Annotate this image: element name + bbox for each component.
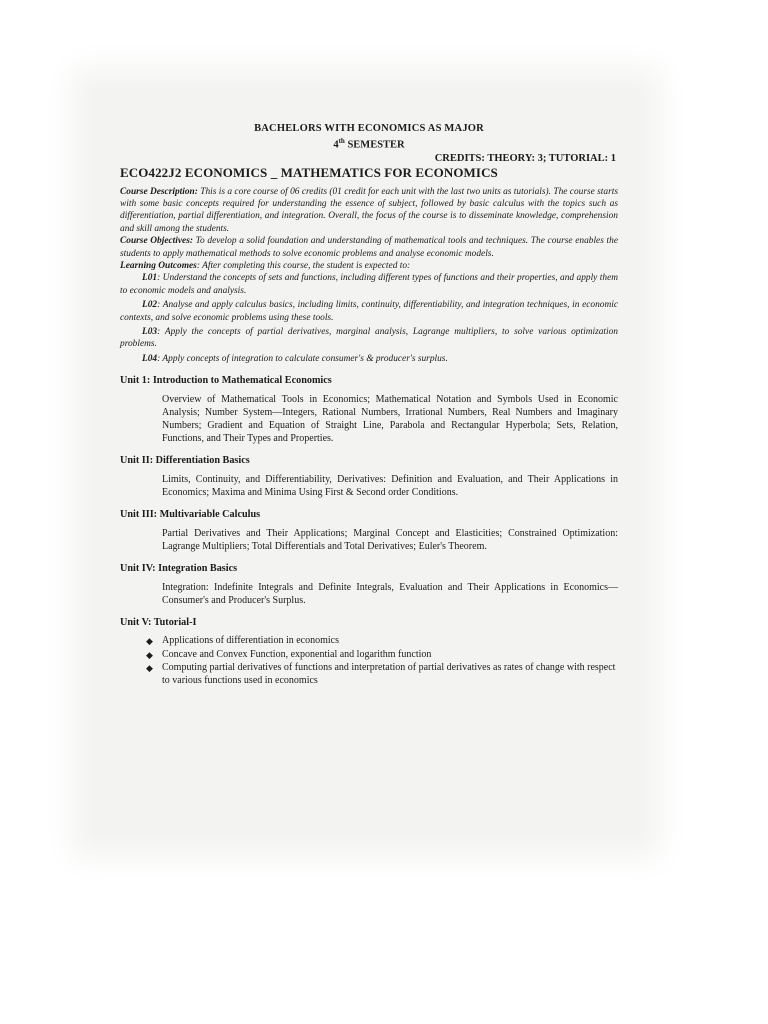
list-item [146,649,618,662]
course-description-label: Course Description: [120,186,198,197]
unit-2-body: Limits, Continuity, and Differentiability, Derivatives: Definition and Evaluation, and Their Applications in Economics; Maxima and Minima Using First & Second order Conditions. [162,474,618,499]
unit-1-title: Unit 1: Introduction to Mathematical Economics [120,375,332,387]
learning-outcomes-intro: : After completing this course, the student is expected to: [196,260,411,271]
outcome-text: : Apply concepts of integration to calculate consumer's & producer's surplus. [157,353,448,364]
course-code-title: ECO422J2 ECONOMICS _ MATHEMATICS FOR ECONOMICS [120,164,498,180]
learning-outcome-item [120,326,618,351]
outcome-tag: L01 [142,273,158,284]
learning-outcomes [120,260,618,272]
semester-word: SEMESTER [344,139,405,151]
learning-outcomes-label: Learning Outcomes [120,260,197,271]
outcome-text: : Analyse and apply calculus basics, including limits, continuity, differentiability, and integration techniques, in economic contexts, and solve economic problems using these tools. [120,300,618,323]
semester-number: 4 [333,139,339,151]
unit-4-title: Unit IV: Integration Basics [120,563,238,575]
outcome-text: : Apply the concepts of partial derivatives, marginal analysis, Lagrange multipliers, to solve various optimization problems. [120,326,618,350]
learning-outcome-item [120,299,618,324]
unit-3-title: Unit III: Multivariable Calculus [120,509,261,521]
list-item-text: Concave and Convex Function, exponential and logarithm function [162,648,432,660]
outcome-text: : Understand the concepts of sets and functions, including different types of functions and their properties, and apply them to economic models and analysis. [120,273,618,296]
outcome-tag: L02 [142,300,158,311]
unit-3-body: Partial Derivatives and Their Applications; Marginal Concept and Elasticities; Constrained Optimization: Lagrange Multipliers; Total Differentials and Total Derivatives; Euler's Theorem. [162,528,618,553]
credits-line: CREDITS: THEORY: 3; TUTORIAL: 1 [434,152,616,164]
syllabus-content [120,122,618,689]
diamond-bullet-icon: ◆ [146,649,153,660]
course-objectives-text: To develop a solid foundation and understanding of mathematical tools and techniques. The course enables the students to apply mathematical methods to solve economic problems and analyse economic models. [120,236,618,259]
unit-4-body: Integration: Indefinite Integrals and Definite Integrals, Evaluation and Their Applications in Economics—Consumer's and Producer's Surplus. [162,582,618,607]
course-description-text: This is a core course of 06 credits (01 credit for each unit with the last two units as tutorials). The course starts with some basic concepts required for understanding the essence of subject, followed by basic calculus with the topics such as differentiation, partial differentiation, and integration. Overall, the focus of the course is to disseminate knowledge, comprehension and skill among the students. [120,186,618,234]
unit-5-title: Unit V: Tutorial-I [120,617,197,629]
outcome-tag: L03 [142,326,158,337]
course-objectives [120,235,618,260]
unit-1-body: Overview of Mathematical Tools in Economics; Mathematical Notation and Symbols Used in Economic Analysis; Number System—Integers, Rational Numbers, Irrational Numbers, Real Numbers and Imaginary Numbers; Gradient and Equation of Straight Line, Parabola and Rectangular Hyperbola; Sets, Relation, Functions, and Their Types and Properties. [162,394,618,445]
unit-5-list [120,635,618,687]
course-objectives-label: Course Objectives: [120,236,193,247]
learning-outcome-item [120,353,618,365]
list-item [146,635,618,648]
diamond-bullet-icon: ◆ [146,663,153,674]
program-title: BACHELORS WITH ECONOMICS AS MAJOR [254,123,484,134]
diamond-bullet-icon: ◆ [146,636,153,647]
course-description [120,186,618,236]
list-item-text: Computing partial derivatives of functions and interpretation of partial derivatives as rates of change with respect to various functions used in economics [162,662,616,686]
semester-heading [120,135,618,152]
list-item-text: Applications of differentiation in economics [162,635,339,647]
list-item [146,662,618,687]
learning-outcome-item [120,272,618,297]
unit-2-title: Unit II: Differentiation Basics [120,455,250,467]
outcome-tag: L04 [142,353,158,364]
semester-suffix: th [338,137,345,145]
